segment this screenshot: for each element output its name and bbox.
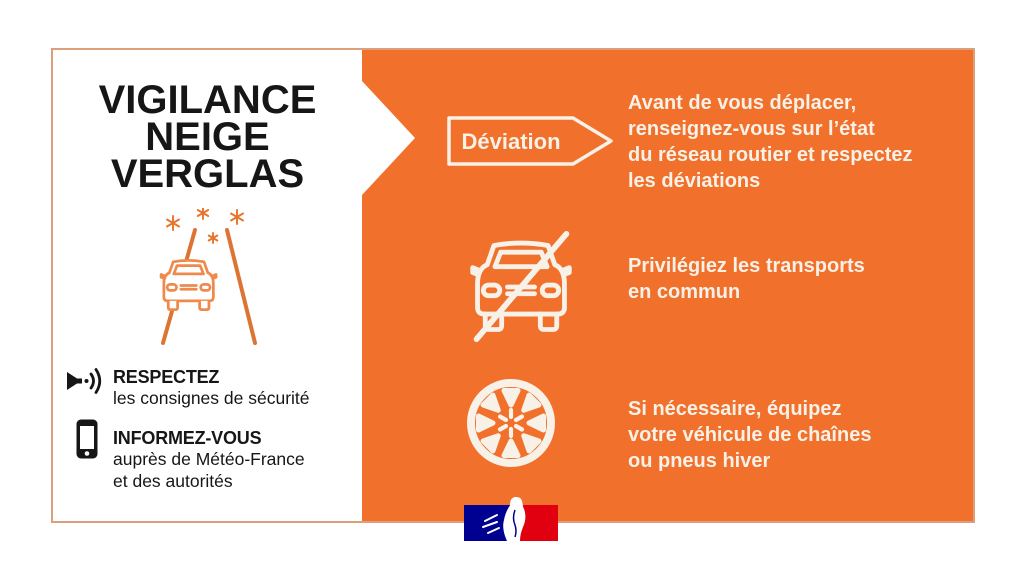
inform-line-1: auprès de Météo-France — [113, 449, 305, 469]
snowflakes-icon — [167, 208, 243, 243]
panel-arrow-shape — [362, 81, 415, 195]
title-line-1: VIGILANCE — [98, 78, 317, 122]
french-government-marianne-logo — [463, 494, 559, 542]
deviation-sign-label: Déviation — [461, 129, 561, 154]
title-line-3: VERGLAS — [110, 152, 305, 196]
tire-snowflake-icon — [500, 410, 522, 436]
inform-advice — [113, 427, 305, 492]
inform-line-2: et des autorités — [113, 470, 233, 491]
poster-title — [53, 78, 362, 196]
transports-line-1: Privilégiez les transports — [628, 255, 865, 277]
respect-heading: RESPECTEZ — [113, 367, 220, 387]
deviation-line-4: les déviations — [628, 170, 761, 192]
deviation-advice-text — [628, 90, 973, 194]
equipment-line-1: Si nécessaire, équipez — [628, 398, 842, 420]
poster-card — [51, 48, 975, 523]
equipment-line-2: votre véhicule de chaînes — [628, 424, 872, 446]
winter-tire-icon — [465, 377, 557, 469]
loudspeaker-icon — [66, 364, 106, 396]
deviation-line-2: renseignez-vous sur l’état — [628, 118, 875, 140]
deviation-line-1: Avant de vous déplacer, — [628, 92, 857, 114]
inform-heading: INFORMEZ-VOUS — [113, 428, 262, 448]
smartphone-icon — [75, 418, 99, 460]
deviation-line-3: du réseau routier et respectez — [628, 144, 913, 166]
transports-advice-text — [628, 253, 973, 305]
deviation-sign — [447, 116, 615, 166]
respect-advice — [113, 366, 310, 410]
equipment-line-3: ou pneus hiver — [628, 450, 771, 472]
title-line-2: NEIGE — [145, 115, 270, 159]
no-car-icon — [469, 230, 573, 344]
transports-line-2: en commun — [628, 281, 741, 303]
snowy-road-car-icon — [150, 208, 280, 348]
equipment-advice-text — [628, 396, 973, 474]
respect-line: les consignes de sécurité — [113, 388, 310, 408]
